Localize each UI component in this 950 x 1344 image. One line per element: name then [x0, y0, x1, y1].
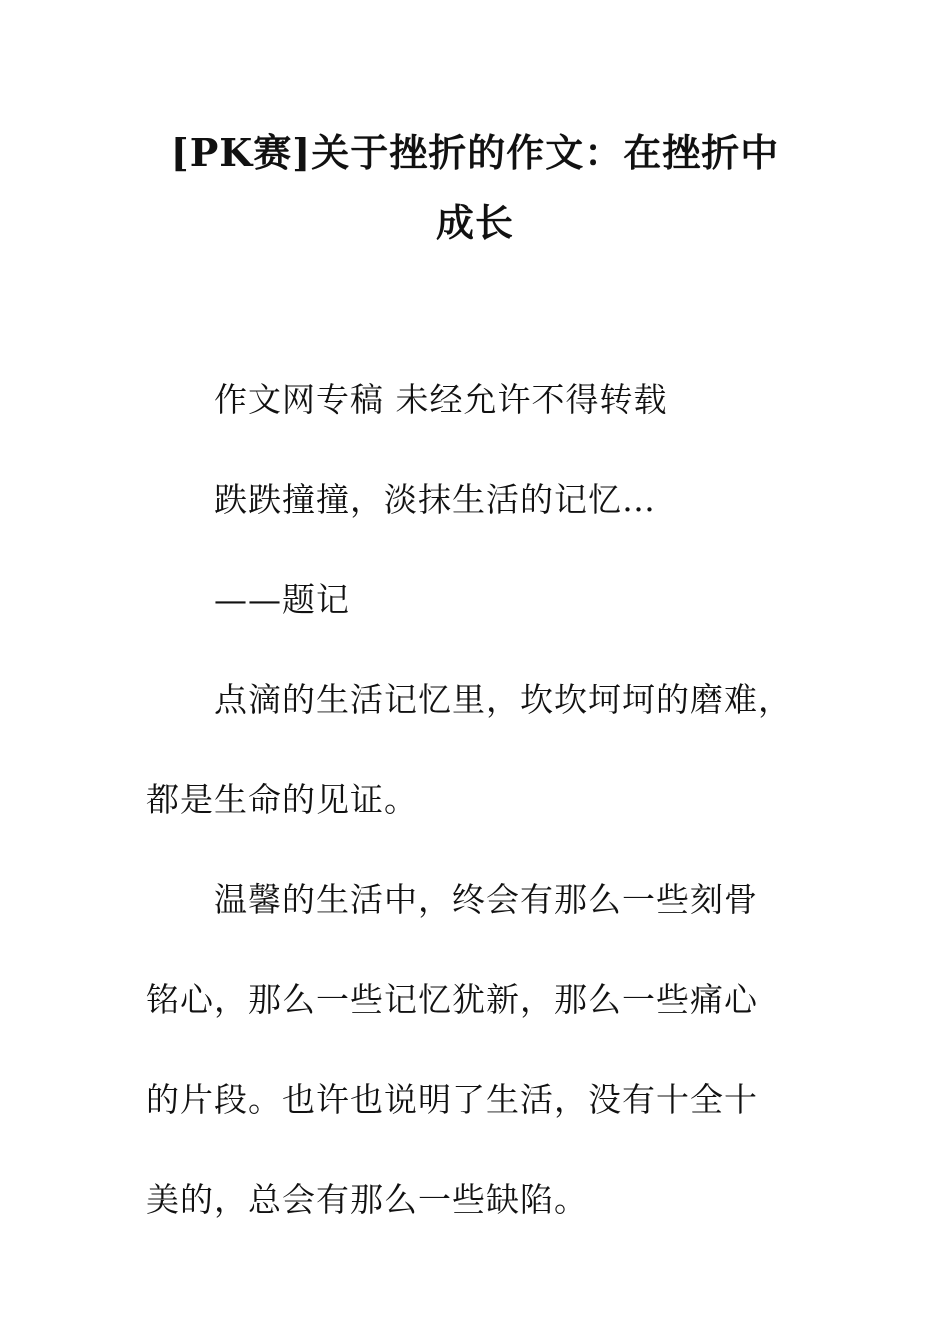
document-title — [0, 118, 950, 258]
paragraph-line: ——题记 — [214, 580, 350, 619]
paragraph-2 — [146, 850, 806, 1250]
paragraph-line: 都是生命的见证。 — [146, 780, 418, 819]
title-line-1: [PK赛]关于挫折的作文：在挫折中 — [170, 130, 780, 175]
paragraph-line: 铭心，那么一些记忆犹新，那么一些痛心 — [146, 980, 758, 1019]
paragraph-line: 作文网专稿 未经允许不得转载 — [214, 380, 668, 419]
paragraph-copyright — [146, 350, 806, 450]
paragraph-line: 美的，总会有那么一些缺陷。 — [146, 1180, 588, 1219]
paragraph-epigraph-attribution — [146, 550, 806, 650]
paragraph-line: 的片段。也许也说明了生活，没有十全十 — [146, 1080, 758, 1119]
paragraph-epigraph — [146, 450, 806, 550]
title-line-2: 成长 — [435, 200, 514, 245]
paragraph-1 — [146, 650, 806, 850]
paragraph-line: 点滴的生活记忆里，坎坎坷坷的磨难， — [214, 680, 792, 719]
paragraph-line: 跌跌撞撞，淡抹生活的记忆… — [214, 480, 656, 519]
paragraph-line: 温馨的生活中，终会有那么一些刻骨 — [214, 880, 758, 919]
